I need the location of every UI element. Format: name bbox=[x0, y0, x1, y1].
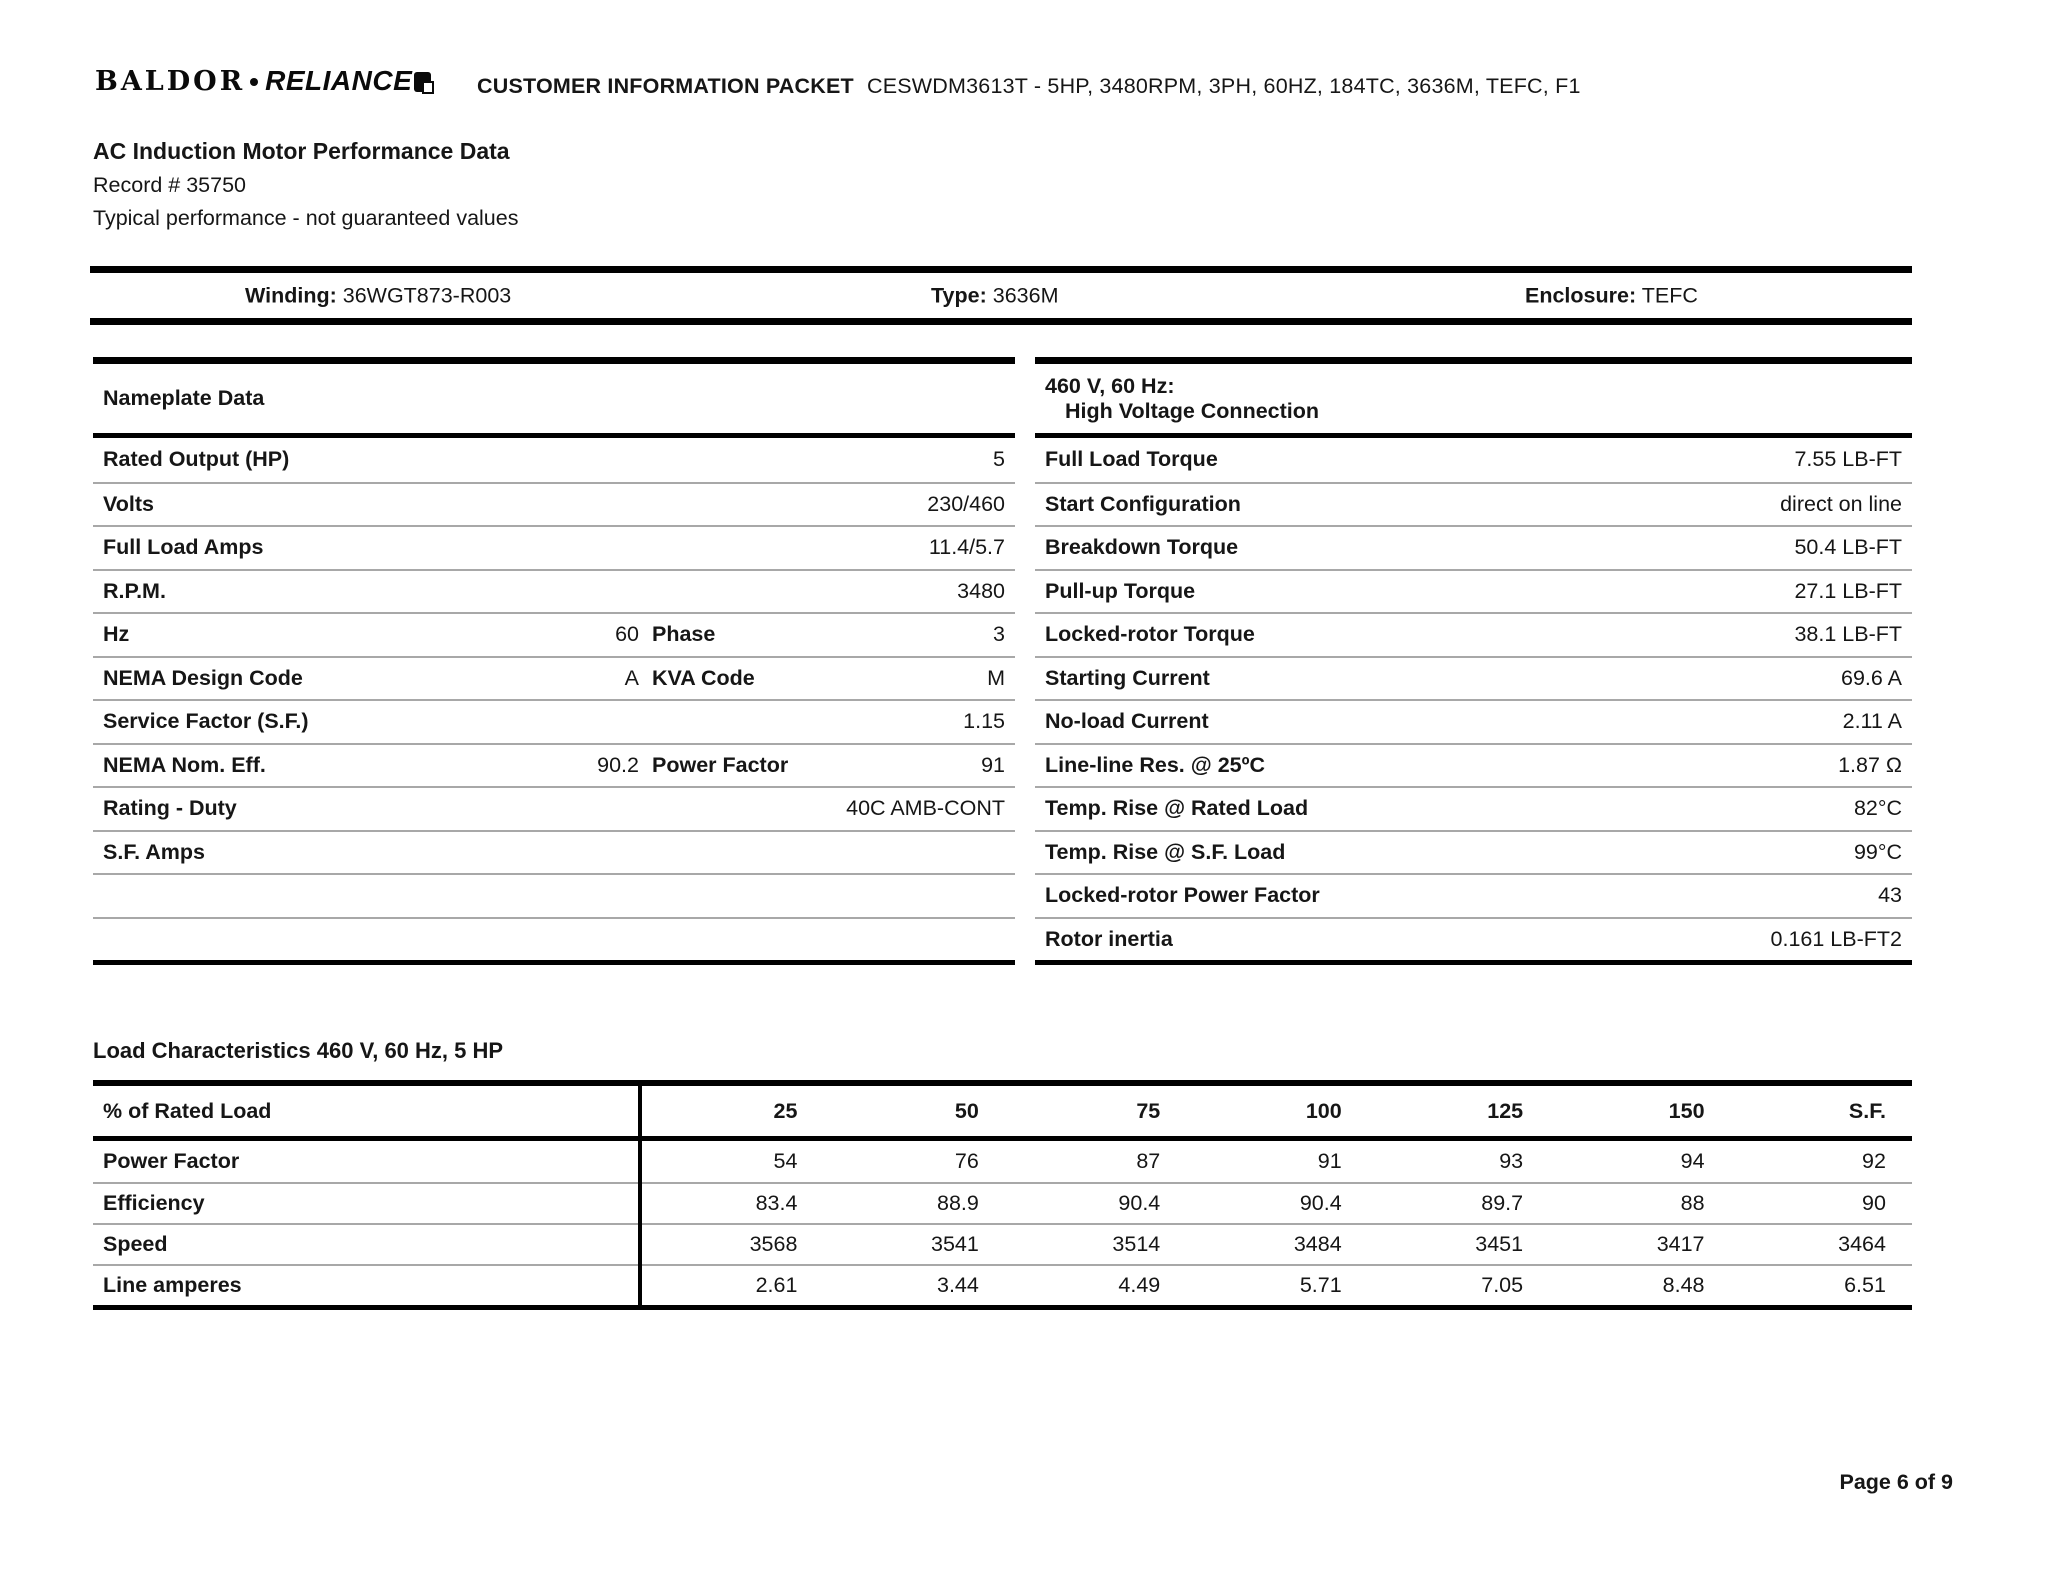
table-row bbox=[1035, 917, 1912, 961]
row-label: Temp. Rise @ Rated Load bbox=[1045, 796, 1309, 821]
row-mid-label: Power Factor bbox=[652, 752, 789, 777]
logo-baldor-text: BALDOR bbox=[95, 65, 246, 97]
header-cell: S.F. bbox=[1848, 1098, 1886, 1123]
row-label: NEMA Design Code bbox=[103, 665, 303, 690]
header-label: % of Rated Load bbox=[103, 1098, 272, 1123]
table-row bbox=[93, 1264, 1912, 1305]
cell: 54 bbox=[773, 1149, 798, 1173]
row-mid-value: A bbox=[624, 665, 639, 690]
row-value: direct on line bbox=[1780, 491, 1902, 516]
table-row bbox=[93, 873, 1015, 917]
cell: 94 bbox=[1680, 1149, 1705, 1173]
row-label: Locked-rotor Power Factor bbox=[1045, 883, 1320, 908]
row-label: Efficiency bbox=[103, 1191, 205, 1215]
row-value: 91 bbox=[981, 752, 1005, 777]
row-label: S.F. Amps bbox=[103, 839, 205, 864]
row-mid-value: 60 bbox=[615, 622, 639, 647]
table-row bbox=[1035, 830, 1912, 874]
header-cell: 75 bbox=[1136, 1098, 1161, 1123]
row-value: M bbox=[987, 665, 1005, 690]
cell: 7.05 bbox=[1481, 1273, 1524, 1297]
table-row bbox=[93, 438, 1015, 482]
cell: 3417 bbox=[1656, 1232, 1705, 1256]
cell: 2.61 bbox=[755, 1273, 798, 1297]
row-label: Rotor inertia bbox=[1045, 926, 1173, 951]
header-cell: 50 bbox=[954, 1098, 979, 1123]
table-row bbox=[93, 830, 1015, 874]
row-value: 43 bbox=[1878, 883, 1902, 908]
record-number: Record # 35750 bbox=[93, 173, 246, 197]
enclosure-label: Enclosure: bbox=[1525, 283, 1637, 307]
page-title: AC Induction Motor Performance Data bbox=[93, 138, 510, 164]
table-row bbox=[1035, 786, 1912, 830]
table-row bbox=[93, 569, 1015, 613]
cell: 3.44 bbox=[936, 1273, 979, 1297]
type-label: Type: bbox=[931, 283, 987, 307]
cell: 93 bbox=[1499, 1149, 1524, 1173]
table-row bbox=[1035, 873, 1912, 917]
nameplate-title: Nameplate Data bbox=[103, 386, 265, 410]
table-row bbox=[1035, 438, 1912, 482]
row-value: 40C AMB-CONT bbox=[846, 796, 1005, 821]
row-label: Start Configuration bbox=[1045, 491, 1241, 516]
row-label: Speed bbox=[103, 1232, 168, 1256]
cell: 88 bbox=[1680, 1191, 1705, 1215]
hv-connection-table bbox=[1035, 357, 1912, 965]
header-cell: 150 bbox=[1668, 1098, 1705, 1123]
row-label: Full Load Torque bbox=[1045, 447, 1218, 472]
row-value: 69.6 A bbox=[1841, 665, 1902, 690]
winding-value: 36WGT873-R003 bbox=[342, 283, 512, 307]
cell: 88.9 bbox=[936, 1191, 979, 1215]
table-row bbox=[1035, 612, 1912, 656]
row-value: 50.4 LB-FT bbox=[1794, 535, 1902, 560]
table-row bbox=[93, 1141, 1912, 1182]
row-label: Full Load Amps bbox=[103, 535, 264, 560]
row-label: NEMA Nom. Eff. bbox=[103, 752, 266, 777]
row-value: 1.15 bbox=[963, 709, 1005, 734]
row-label: Volts bbox=[103, 491, 154, 516]
enclosure-field bbox=[1525, 283, 1698, 308]
table-row bbox=[93, 612, 1015, 656]
cell: 3464 bbox=[1838, 1232, 1886, 1256]
cell: 8.48 bbox=[1662, 1273, 1705, 1297]
winding-field bbox=[245, 283, 511, 308]
load-table-header-row bbox=[93, 1086, 1912, 1141]
type-field bbox=[931, 283, 1058, 308]
row-value: 7.55 LB-FT bbox=[1794, 447, 1902, 472]
enclosure-value: TEFC bbox=[1641, 283, 1698, 307]
load-characteristics-title: Load Characteristics 460 V, 60 Hz, 5 HP bbox=[93, 1038, 504, 1063]
cell: 5.71 bbox=[1299, 1273, 1342, 1297]
row-value: 38.1 LB-FT bbox=[1794, 622, 1902, 647]
table-row bbox=[1035, 525, 1912, 569]
table-row bbox=[93, 743, 1015, 787]
hv-title-line2: High Voltage Connection bbox=[1065, 398, 1320, 423]
row-mid-label: Phase bbox=[652, 622, 716, 647]
packet-title: CUSTOMER INFORMATION PACKET bbox=[477, 74, 854, 98]
table-row bbox=[93, 656, 1015, 700]
table-row bbox=[93, 699, 1015, 743]
nameplate-table-header bbox=[93, 364, 1015, 438]
cell: 89.7 bbox=[1481, 1191, 1524, 1215]
row-label: Temp. Rise @ S.F. Load bbox=[1045, 839, 1286, 864]
cell: 90 bbox=[1862, 1191, 1886, 1215]
row-value: 27.1 LB-FT bbox=[1794, 578, 1902, 603]
table-row bbox=[1035, 743, 1912, 787]
table-row bbox=[93, 1223, 1912, 1264]
row-label: Hz bbox=[103, 622, 130, 647]
row-value: 2.11 A bbox=[1842, 709, 1902, 734]
cell: 3568 bbox=[749, 1232, 798, 1256]
column-divider bbox=[638, 1086, 642, 1305]
table-row bbox=[1035, 656, 1912, 700]
row-value: 82°C bbox=[1853, 796, 1902, 821]
row-value: 1.87 Ω bbox=[1838, 752, 1902, 777]
row-value: 11.4/5.7 bbox=[928, 535, 1005, 560]
table-row bbox=[93, 1182, 1912, 1223]
load-characteristics-table bbox=[93, 1080, 1912, 1310]
cell: 76 bbox=[954, 1149, 979, 1173]
row-label: Line amperes bbox=[103, 1273, 242, 1297]
row-mid-value: 90.2 bbox=[597, 752, 639, 777]
row-value: 230/460 bbox=[927, 491, 1005, 516]
header-cell: 100 bbox=[1305, 1098, 1342, 1123]
hv-table-body bbox=[1035, 438, 1912, 965]
row-value: 3480 bbox=[957, 578, 1005, 603]
row-label: Line-line Res. @ 25ºC bbox=[1045, 752, 1265, 777]
table-row bbox=[93, 917, 1015, 961]
cell: 90.4 bbox=[1118, 1191, 1161, 1215]
cell: 3484 bbox=[1293, 1232, 1342, 1256]
table-row bbox=[93, 525, 1015, 569]
row-label: Rated Output (HP) bbox=[103, 447, 290, 472]
row-mid-label: KVA Code bbox=[652, 665, 755, 690]
winding-label: Winding: bbox=[245, 283, 337, 307]
cell: 83.4 bbox=[755, 1191, 798, 1215]
performance-note: Typical performance - not guaranteed values bbox=[93, 206, 519, 230]
cell: 87 bbox=[1136, 1149, 1161, 1173]
table-row bbox=[93, 786, 1015, 830]
hv-title-line1: 460 V, 60 Hz: bbox=[1045, 373, 1175, 398]
cell: 4.49 bbox=[1118, 1273, 1161, 1297]
table-row bbox=[1035, 699, 1912, 743]
row-label: Power Factor bbox=[103, 1149, 240, 1173]
type-value: 3636M bbox=[992, 283, 1059, 307]
row-label: Starting Current bbox=[1045, 665, 1210, 690]
row-value: 3 bbox=[993, 622, 1005, 647]
winding-band bbox=[90, 266, 1912, 325]
row-label: Rating - Duty bbox=[103, 796, 237, 821]
model-spec-line: CESWDM3613T - 5HP, 3480RPM, 3PH, 60HZ, 184TC, 3636M, TEFC, F1 bbox=[867, 74, 1581, 98]
row-label: Service Factor (S.F.) bbox=[103, 709, 309, 734]
nameplate-table-body bbox=[93, 438, 1015, 965]
cell: 3514 bbox=[1112, 1232, 1161, 1256]
cell: 92 bbox=[1862, 1149, 1886, 1173]
page-number: Page 6 of 9 bbox=[1839, 1470, 1953, 1494]
row-label: Locked-rotor Torque bbox=[1045, 622, 1255, 647]
row-label: Pull-up Torque bbox=[1045, 578, 1196, 603]
logo-dot-icon bbox=[250, 78, 258, 86]
cell: 90.4 bbox=[1299, 1191, 1342, 1215]
hv-table-header bbox=[1035, 364, 1912, 438]
cell: 6.51 bbox=[1844, 1273, 1886, 1297]
header-cell: 25 bbox=[773, 1098, 798, 1123]
cell: 3451 bbox=[1475, 1232, 1524, 1256]
cell: 91 bbox=[1317, 1149, 1342, 1173]
table-row bbox=[93, 482, 1015, 526]
table-row bbox=[1035, 482, 1912, 526]
cell: 3541 bbox=[931, 1232, 979, 1256]
row-value: 0.161 LB-FT2 bbox=[1770, 926, 1902, 951]
row-value: 99°C bbox=[1853, 839, 1902, 864]
logo-reliance-text: RELIANCE bbox=[265, 65, 413, 96]
header-cell: 125 bbox=[1487, 1098, 1524, 1123]
table-row bbox=[1035, 569, 1912, 613]
row-label: No-load Current bbox=[1045, 709, 1209, 734]
logo-registered-mark-icon bbox=[414, 72, 431, 92]
row-label: Breakdown Torque bbox=[1045, 535, 1239, 560]
row-value: 5 bbox=[993, 447, 1005, 472]
baldor-reliance-logo bbox=[95, 64, 431, 98]
nameplate-table bbox=[93, 357, 1015, 965]
row-label: R.P.M. bbox=[103, 578, 166, 603]
